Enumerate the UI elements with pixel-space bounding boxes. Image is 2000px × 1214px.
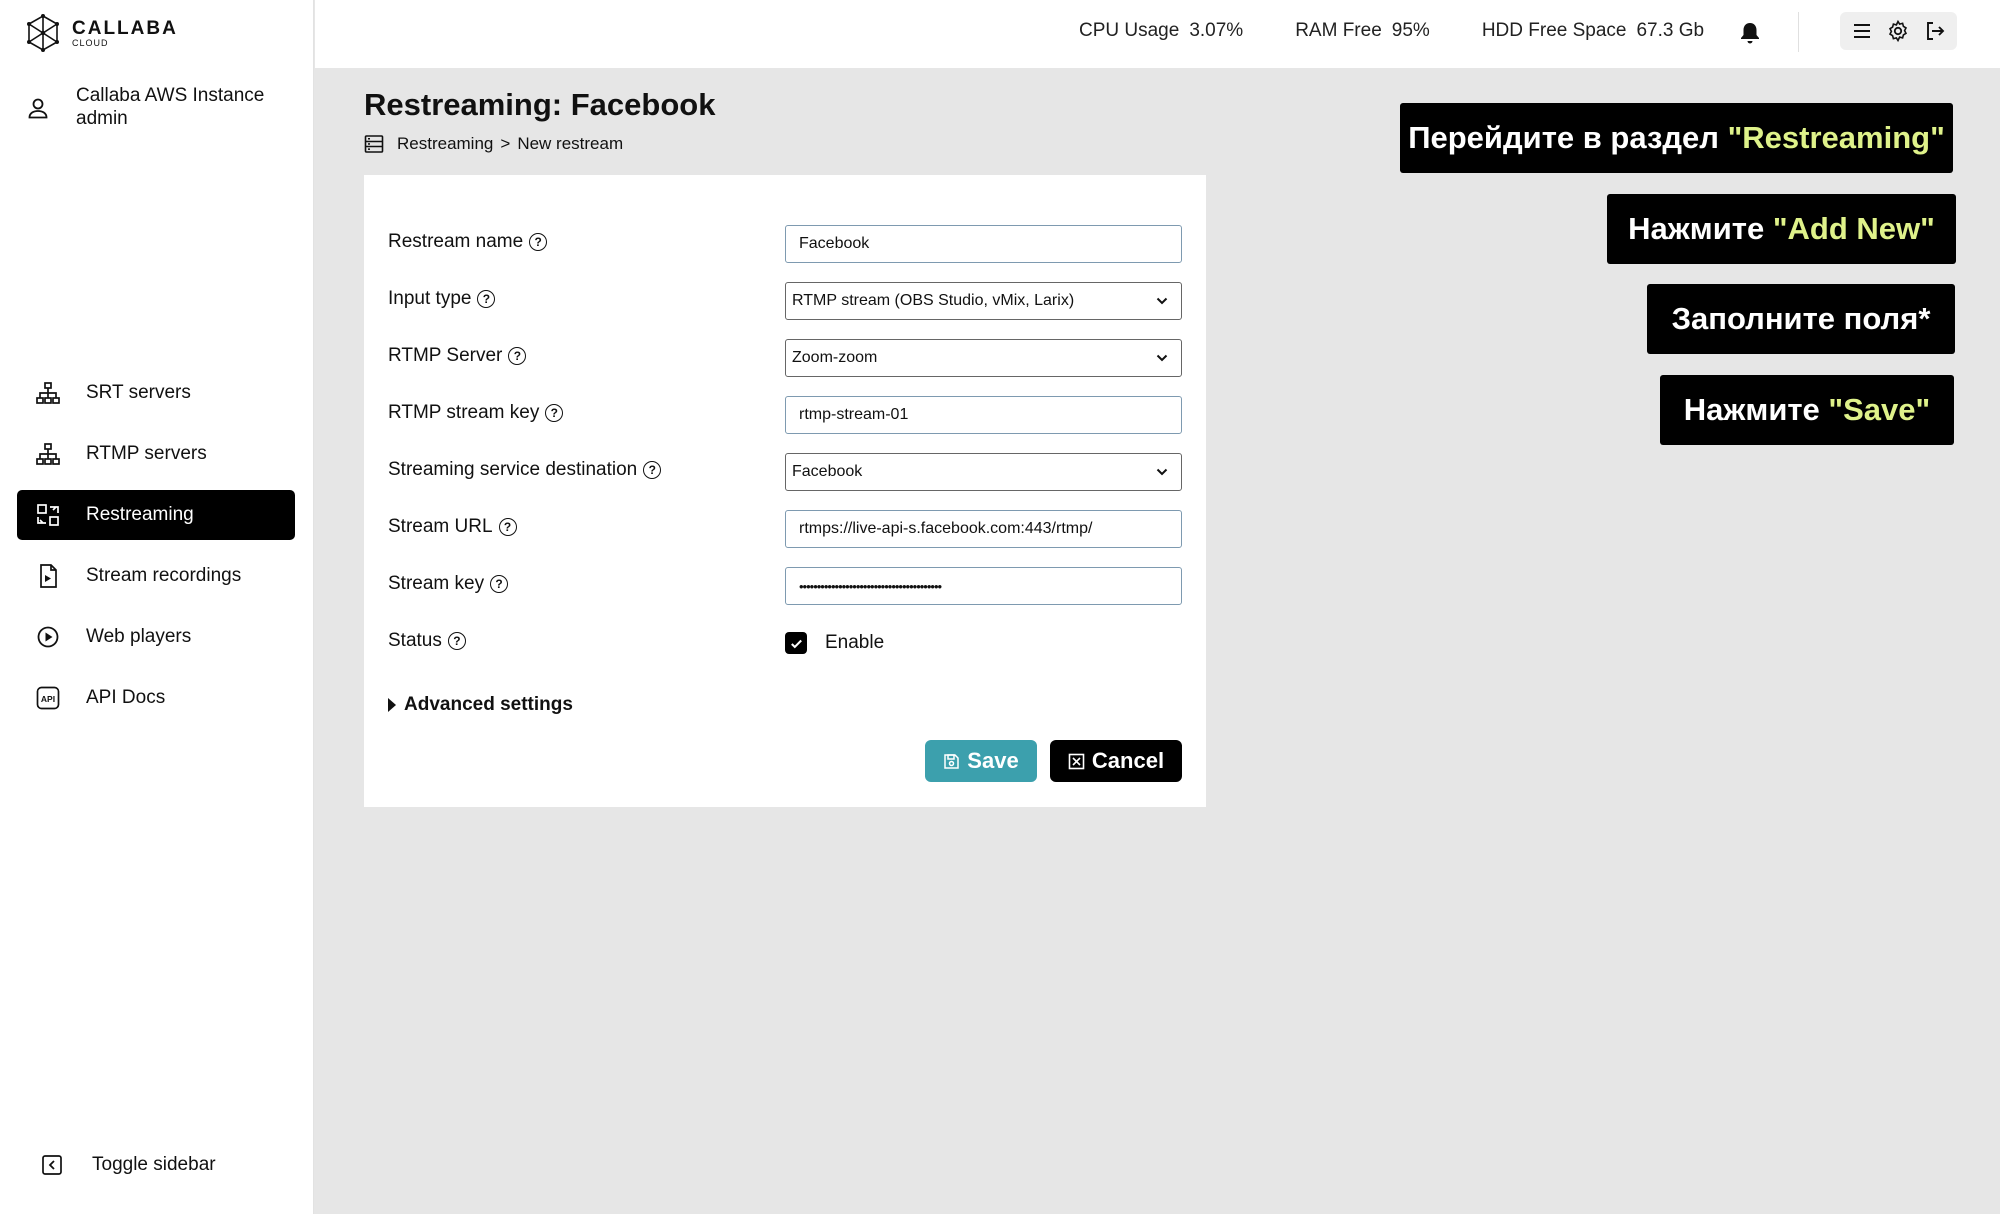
stream-url-label: Stream URL [388, 516, 493, 537]
sidebar-item-label: API Docs [86, 687, 166, 708]
cpu-usage-value: 3.07% [1189, 20, 1244, 41]
callout-step-4 [1660, 375, 1954, 445]
sidebar-item-label: RTMP servers [86, 443, 207, 464]
input-type-row [388, 282, 1182, 322]
callaba-logo-icon [26, 14, 60, 52]
menu-icon[interactable] [1850, 19, 1874, 43]
cpu-usage-stat [1079, 20, 1243, 42]
restream-form [364, 175, 1206, 807]
advanced-settings-label: Advanced settings [404, 694, 573, 715]
sidebar-item-label: Stream recordings [86, 565, 242, 586]
breadcrumb-restreaming-link[interactable]: Restreaming [397, 134, 494, 153]
save-label: Save [967, 748, 1019, 773]
hdd-free-label: HDD Free Space [1481, 20, 1627, 41]
caret-right-icon [388, 698, 396, 712]
restream-name-input[interactable]: Facebook [785, 225, 1182, 263]
sidebar-item-rtmp-servers[interactable] [17, 429, 295, 479]
logo[interactable] [26, 14, 178, 52]
sidebar-item-label: SRT servers [86, 382, 191, 403]
sidebar-item-restreaming[interactable] [17, 490, 295, 540]
enable-label: Enable [825, 632, 885, 653]
toggle-sidebar-label: Toggle sidebar [92, 1154, 216, 1175]
callout-highlight: "Save" [1828, 392, 1931, 427]
user-info [26, 84, 264, 130]
help-icon[interactable]: ? [490, 575, 508, 593]
status-label: Status [388, 630, 442, 651]
sidebar-item-srt-servers[interactable] [17, 368, 295, 418]
page-title: Restreaming: Facebook [364, 87, 716, 122]
logout-icon[interactable] [1923, 19, 1947, 43]
rtmp-stream-key-input[interactable]: rtmp-stream-01 [785, 396, 1182, 434]
collapse-sidebar-icon [39, 1152, 65, 1178]
divider [1798, 12, 1799, 52]
api-icon [35, 685, 61, 711]
system-stats [1079, 20, 1756, 42]
restream-name-label: Restream name [388, 231, 524, 252]
enable-checkbox[interactable] [785, 632, 807, 654]
callout-highlight: "Add New" [1772, 211, 1935, 246]
user-role: admin [76, 108, 128, 129]
rtmp-stream-key-label: RTMP stream key [388, 402, 540, 423]
input-type-select[interactable] [785, 282, 1182, 320]
rtmp-server-row [388, 339, 1182, 379]
sidebar-item-label: Web players [86, 626, 192, 647]
stream-key-label: Stream key [388, 573, 485, 594]
help-icon[interactable]: ? [545, 404, 563, 422]
stream-url-row [388, 510, 1182, 550]
chevron-down-icon [1156, 295, 1168, 307]
toggle-sidebar-button[interactable] [39, 1152, 216, 1178]
app-subtitle: CLOUD [72, 37, 109, 48]
input-type-label: Input type [388, 288, 472, 309]
sitemap-icon [35, 380, 61, 406]
ram-free-label: RAM Free [1295, 20, 1382, 41]
gear-icon[interactable] [1886, 19, 1910, 43]
destination-select[interactable] [785, 453, 1182, 491]
top-bar [315, 0, 2000, 68]
cancel-button[interactable] [1050, 740, 1182, 782]
advanced-settings-toggle[interactable] [388, 694, 573, 716]
hdd-free-stat [1482, 20, 1704, 42]
destination-row [388, 453, 1182, 493]
sitemap-icon [35, 441, 61, 467]
instance-name: Callaba AWS Instance [76, 85, 265, 106]
bell-icon[interactable] [1737, 20, 1763, 46]
destination-value: Facebook [792, 463, 863, 480]
help-icon[interactable]: ? [499, 518, 517, 536]
stream-key-row [388, 567, 1182, 607]
sidebar-item-stream-recordings[interactable] [17, 551, 295, 601]
cancel-label: Cancel [1091, 748, 1165, 773]
help-icon[interactable]: ? [643, 461, 661, 479]
stream-key-input[interactable]: •••••••••••••••••••••••••••••••••••••••• [785, 567, 1182, 605]
toolbar [1840, 12, 1957, 50]
callout-text: Перейдите в раздел [1408, 120, 1728, 155]
callout-step-3 [1647, 284, 1955, 354]
rtmp-server-select[interactable] [785, 339, 1182, 377]
destination-label: Streaming service destination [388, 459, 638, 480]
save-icon [943, 753, 960, 770]
rtmp-server-label: RTMP Server [388, 345, 503, 366]
sidebar-nav [17, 368, 295, 734]
svg-text:API: API [40, 694, 56, 704]
rtmp-server-value: Zoom-zoom [792, 349, 878, 366]
close-box-icon [1068, 753, 1085, 770]
input-type-value: RTMP stream (OBS Studio, vMix, Larix) [792, 292, 1075, 309]
rtmp-stream-key-row [388, 396, 1182, 436]
callout-step-1 [1400, 103, 1953, 173]
user-icon [26, 96, 50, 120]
ram-free-stat [1295, 20, 1430, 42]
save-button[interactable] [925, 740, 1037, 782]
hdd-free-value: 67.3 Gb [1636, 20, 1705, 41]
app-name: CALLABA [72, 17, 178, 39]
chevron-down-icon [1156, 466, 1168, 478]
help-icon[interactable]: ? [448, 632, 466, 650]
restream-icon [35, 502, 61, 528]
checkmark-icon [789, 636, 804, 651]
restream-name-row [388, 225, 1182, 265]
play-circle-icon [35, 624, 61, 650]
file-video-icon [35, 563, 61, 589]
sidebar-item-label: Restreaming [86, 504, 194, 525]
callout-text: Заполните поля* [1671, 301, 1931, 336]
cpu-usage-label: CPU Usage [1079, 20, 1180, 41]
sidebar [0, 0, 314, 1214]
breadcrumb-current: New restream [517, 134, 624, 153]
help-icon[interactable]: ? [529, 233, 547, 251]
breadcrumb [364, 134, 623, 154]
callout-highlight: "Restreaming" [1727, 120, 1945, 155]
help-icon[interactable]: ? [477, 290, 495, 308]
callout-text: Нажмите [1683, 392, 1829, 427]
breadcrumb-separator: > [500, 134, 511, 153]
callout-step-2 [1607, 194, 1956, 264]
status-row [388, 624, 1182, 664]
sidebar-item-web-players[interactable] [17, 612, 295, 662]
chevron-down-icon [1156, 352, 1168, 364]
stream-url-input[interactable]: rtmps://live-api-s.facebook.com:443/rtmp/ [785, 510, 1182, 548]
server-list-icon [364, 134, 384, 154]
callout-text: Нажмите [1628, 211, 1773, 246]
help-icon[interactable]: ? [508, 347, 526, 365]
ram-free-value: 95% [1391, 20, 1430, 41]
sidebar-item-api-docs[interactable] [17, 673, 295, 723]
